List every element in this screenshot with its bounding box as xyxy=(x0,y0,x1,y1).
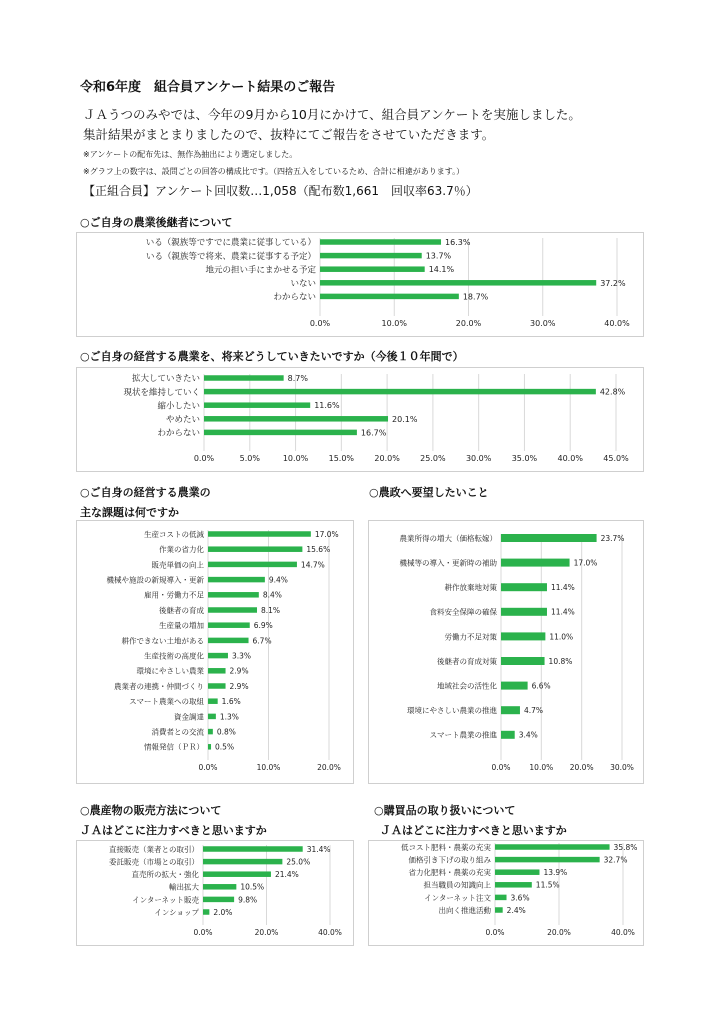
bar xyxy=(203,909,209,915)
category-label: 委託販売（市場との取引） xyxy=(109,857,199,867)
x-tick-label: 20.0% xyxy=(254,928,279,937)
data-label: 11.0% xyxy=(549,632,574,642)
data-label: 0.5% xyxy=(215,742,235,752)
bar xyxy=(208,638,249,644)
successor-chart xyxy=(76,232,644,337)
sales-heading-2: ＪＡはどこに注力すべきと思いますか xyxy=(80,824,267,837)
category-label: インショップ xyxy=(154,907,199,917)
data-label: 14.1% xyxy=(428,265,455,275)
category-label: やめたい xyxy=(165,415,200,426)
x-tick-label: 0.0% xyxy=(485,928,505,937)
category-label: 出向く推進活動 xyxy=(438,905,491,915)
note-rounding: ※グラフ上の数字は、設問ごとの回答の構成比です。（四捨五入をしているため、合計に相違があります。） xyxy=(83,167,465,176)
purchase-chart-svg xyxy=(369,841,643,945)
future-chart-svg xyxy=(77,368,643,471)
category-label: 耕作できない土地がある xyxy=(121,636,204,646)
data-label: 15.6% xyxy=(306,545,331,555)
sales-chart xyxy=(76,840,354,946)
x-tick-label: 20.0% xyxy=(374,454,400,463)
data-label: 20.1% xyxy=(392,414,418,424)
x-tick-label: 20.0% xyxy=(317,763,341,772)
category-label: 情報発信（ＰＲ） xyxy=(144,742,204,752)
category-label: 直接販売（業者との取引） xyxy=(109,844,199,854)
category-label: いない xyxy=(290,279,316,290)
data-label: 3.3% xyxy=(231,651,252,661)
data-label: 2.0% xyxy=(213,907,233,917)
data-label: 32.7% xyxy=(603,855,628,865)
data-label: 21.4% xyxy=(274,870,299,880)
category-label: 作業の省力化 xyxy=(159,545,204,555)
bar xyxy=(320,294,459,300)
x-tick-label: 35.0% xyxy=(511,454,538,463)
bar xyxy=(204,375,284,381)
bar xyxy=(495,907,503,913)
x-tick-label: 40.0% xyxy=(611,928,635,937)
data-label: 3.4% xyxy=(518,730,538,740)
x-tick-label: 10.0% xyxy=(529,763,554,772)
data-label: 8.7% xyxy=(287,374,308,384)
category-label: 消費者との交流 xyxy=(151,727,204,737)
category-label: 雇用・労働力不足 xyxy=(144,590,204,600)
bar xyxy=(501,657,545,665)
data-label: 8.1% xyxy=(261,605,281,615)
bar xyxy=(208,622,250,628)
page-title: 令和6年度 組合員アンケート結果のご報告 xyxy=(80,80,336,95)
category-label: 生産量の増加 xyxy=(159,621,204,631)
category-label: インターネット注文 xyxy=(424,893,491,903)
x-tick-label: 40.0% xyxy=(604,319,630,328)
bar xyxy=(208,577,265,583)
purchase-heading-1: ○購買品の取り扱いについて xyxy=(374,804,516,817)
x-tick-label: 5.0% xyxy=(239,454,260,463)
data-label: 14.7% xyxy=(300,560,325,570)
category-label: 後継者の育成 xyxy=(159,605,204,615)
category-label: 環境にやさしい農業 xyxy=(136,666,204,676)
future-heading: ○ご自身の経営する農業を、将来どうしていきたいですか（今後１０年間で） xyxy=(80,350,464,363)
category-label: スマート農業への取組 xyxy=(129,697,204,707)
x-tick-label: 30.0% xyxy=(610,763,634,772)
data-label: 6.6% xyxy=(531,681,551,691)
intro-line-2: 集計結果がまとまりましたので、抜粋にてご報告をさせていただきます。 xyxy=(83,127,495,142)
successor-chart-svg xyxy=(77,233,643,336)
data-label: 3.6% xyxy=(510,893,530,903)
category-label: いる（親族等ですでに農業に従事している） xyxy=(145,238,316,249)
bar xyxy=(208,562,297,568)
x-tick-label: 45.0% xyxy=(603,454,629,463)
category-label: 食料安全保障の確保 xyxy=(429,607,497,617)
bar xyxy=(208,546,302,552)
data-label: 1.3% xyxy=(219,712,239,722)
category-label: いる（親族等で将来、農業に従事する予定） xyxy=(145,251,316,262)
bar xyxy=(208,729,213,735)
data-label: 23.7% xyxy=(600,533,625,543)
data-label: 37.2% xyxy=(600,278,626,288)
requests-chart-svg xyxy=(369,521,643,783)
bar xyxy=(320,266,425,272)
intro-line-1: ＪＡうつのみやでは、今年の9月から10月にかけて、組合員アンケートを実施しました。 xyxy=(83,107,581,122)
category-label: わからない xyxy=(157,428,200,439)
data-label: 4.7% xyxy=(523,706,544,716)
x-tick-label: 15.0% xyxy=(328,454,355,463)
category-label: 拡大していきたい xyxy=(131,374,200,385)
bar xyxy=(495,869,539,875)
data-label: 16.3% xyxy=(445,238,471,248)
x-tick-label: 0.0% xyxy=(198,763,218,772)
category-label: 現状を維持していく xyxy=(123,387,200,398)
successor-heading: ○ご自身の農業後継者について xyxy=(80,216,233,229)
issues-chart-svg xyxy=(77,521,353,783)
category-label: 生産技術の高度化 xyxy=(144,651,204,661)
data-label: 16.7% xyxy=(360,428,387,438)
category-label: 機械や施設の新規導入・更新 xyxy=(106,575,204,585)
data-label: 10.8% xyxy=(548,656,573,666)
bar xyxy=(204,430,357,436)
data-label: 13.7% xyxy=(425,251,452,261)
x-tick-label: 10.0% xyxy=(282,454,309,463)
data-label: 1.6% xyxy=(221,697,241,707)
data-label: 8.4% xyxy=(262,590,282,600)
note-distribution: ※アンケートの配布先は、無作為抽出により選定しました。 xyxy=(83,150,298,159)
purchase-heading-2: ＪＡはどこに注力すべきと思いますか xyxy=(380,824,567,837)
bar xyxy=(501,706,520,714)
category-label: 販売単価の向上 xyxy=(151,560,204,570)
requests-heading: ○農政へ要望したいこと xyxy=(369,486,489,499)
bar xyxy=(208,698,218,704)
sales-chart-svg xyxy=(77,841,353,945)
x-tick-label: 0.0% xyxy=(491,763,511,772)
bar xyxy=(501,608,547,616)
x-tick-label: 40.0% xyxy=(318,928,342,937)
bar xyxy=(203,897,234,903)
bar xyxy=(320,239,441,245)
x-tick-label: 40.0% xyxy=(557,454,583,463)
x-tick-label: 20.0% xyxy=(455,319,482,328)
category-label: 担当職員の知識向上 xyxy=(423,880,491,890)
response-summary: 【正組合員】アンケート回収数…1,058（配布数1,661 回収率63.7％） xyxy=(83,184,478,198)
bar xyxy=(204,402,310,408)
data-label: 11.5% xyxy=(535,880,560,890)
bar xyxy=(208,607,257,613)
bar xyxy=(320,253,422,259)
x-tick-label: 20.0% xyxy=(547,928,571,937)
data-label: 6.9% xyxy=(253,621,273,631)
data-label: 2.4% xyxy=(506,905,526,915)
category-label: 価格引き下げの取り組み xyxy=(408,855,491,865)
category-label: 地元の担い手にまかせる予定 xyxy=(205,265,316,276)
x-tick-label: 10.0% xyxy=(256,763,281,772)
category-label: 直売所の拡大・強化 xyxy=(131,870,199,880)
bar xyxy=(208,592,259,598)
bar xyxy=(501,559,570,567)
category-label: 機械等の導入・更新時の補助 xyxy=(399,558,497,568)
category-label: インターネット販売 xyxy=(132,895,199,905)
bar xyxy=(208,744,211,750)
bar xyxy=(495,857,600,863)
category-label: 資金調達 xyxy=(174,712,204,722)
x-tick-label: 0.0% xyxy=(309,319,331,328)
category-label: 縮小したい xyxy=(157,401,200,412)
x-tick-label: 30.0% xyxy=(530,319,556,328)
category-label: 低コスト肥料・農薬の充実 xyxy=(401,842,491,852)
data-label: 6.7% xyxy=(252,636,272,646)
category-label: 農業所得の増大（価格転嫁） xyxy=(399,533,497,543)
data-label: 11.4% xyxy=(550,583,575,593)
data-label: 0.8% xyxy=(216,727,236,737)
bar xyxy=(495,895,507,901)
category-label: 後継者の育成対策 xyxy=(437,656,497,666)
bar xyxy=(501,731,515,739)
data-label: 11.6% xyxy=(314,401,340,411)
bar xyxy=(501,583,547,591)
bar xyxy=(208,653,228,659)
x-tick-label: 0.0% xyxy=(193,454,215,463)
bar xyxy=(501,632,545,640)
data-label: 9.8% xyxy=(238,895,258,905)
data-label: 13.9% xyxy=(543,868,568,878)
bar xyxy=(203,859,282,865)
category-label: 環境にやさしい農業の推進 xyxy=(407,706,497,716)
future-chart xyxy=(76,367,644,472)
data-label: 17.0% xyxy=(573,558,598,568)
bar xyxy=(204,416,388,422)
data-label: 18.7% xyxy=(462,292,489,302)
category-label: 労働力不足対策 xyxy=(444,632,497,642)
category-label: 農業者の連携・仲間づくり xyxy=(114,681,204,691)
data-label: 42.8% xyxy=(599,387,626,397)
bar xyxy=(208,683,226,689)
category-label: 生産コストの低減 xyxy=(144,529,204,539)
requests-chart xyxy=(368,520,644,784)
x-tick-label: 10.0% xyxy=(381,319,407,328)
category-label: 省力化肥料・農薬の充実 xyxy=(408,868,491,878)
data-label: 35.8% xyxy=(613,842,638,852)
bar xyxy=(208,714,216,720)
data-label: 11.4% xyxy=(550,607,575,617)
data-label: 2.9% xyxy=(229,681,249,691)
x-tick-label: 30.0% xyxy=(465,454,492,463)
data-label: 17.0% xyxy=(314,529,339,539)
data-label: 31.4% xyxy=(306,844,331,854)
bar xyxy=(495,882,532,888)
bar xyxy=(204,389,596,395)
bar xyxy=(208,668,226,674)
data-label: 9.4% xyxy=(268,575,288,585)
x-tick-label: 20.0% xyxy=(569,763,594,772)
category-label: わからない xyxy=(273,292,316,303)
data-label: 25.0% xyxy=(286,857,311,867)
data-label: 2.9% xyxy=(229,666,249,676)
bar xyxy=(203,871,271,877)
x-tick-label: 25.0% xyxy=(420,454,446,463)
category-label: スマート農業の推進 xyxy=(429,730,497,740)
category-label: 輸出拡大 xyxy=(169,882,199,892)
data-label: 10.5% xyxy=(240,882,265,892)
sales-heading-1: ○農産物の販売方法について xyxy=(80,804,222,817)
issues-heading-1: ○ご自身の経営する農業の xyxy=(80,486,211,499)
category-label: 地域社会の活性化 xyxy=(437,681,497,691)
bar xyxy=(203,884,236,890)
purchase-chart xyxy=(368,840,644,946)
bar xyxy=(320,280,596,286)
issues-heading-2: 主な課題は何ですか xyxy=(80,506,179,519)
bar xyxy=(495,844,610,850)
bar xyxy=(501,534,597,542)
issues-chart xyxy=(76,520,354,784)
category-label: 耕作放棄地対策 xyxy=(444,583,497,593)
bar xyxy=(208,531,311,537)
x-tick-label: 0.0% xyxy=(193,928,213,937)
bar xyxy=(203,846,303,852)
bar xyxy=(501,682,528,690)
